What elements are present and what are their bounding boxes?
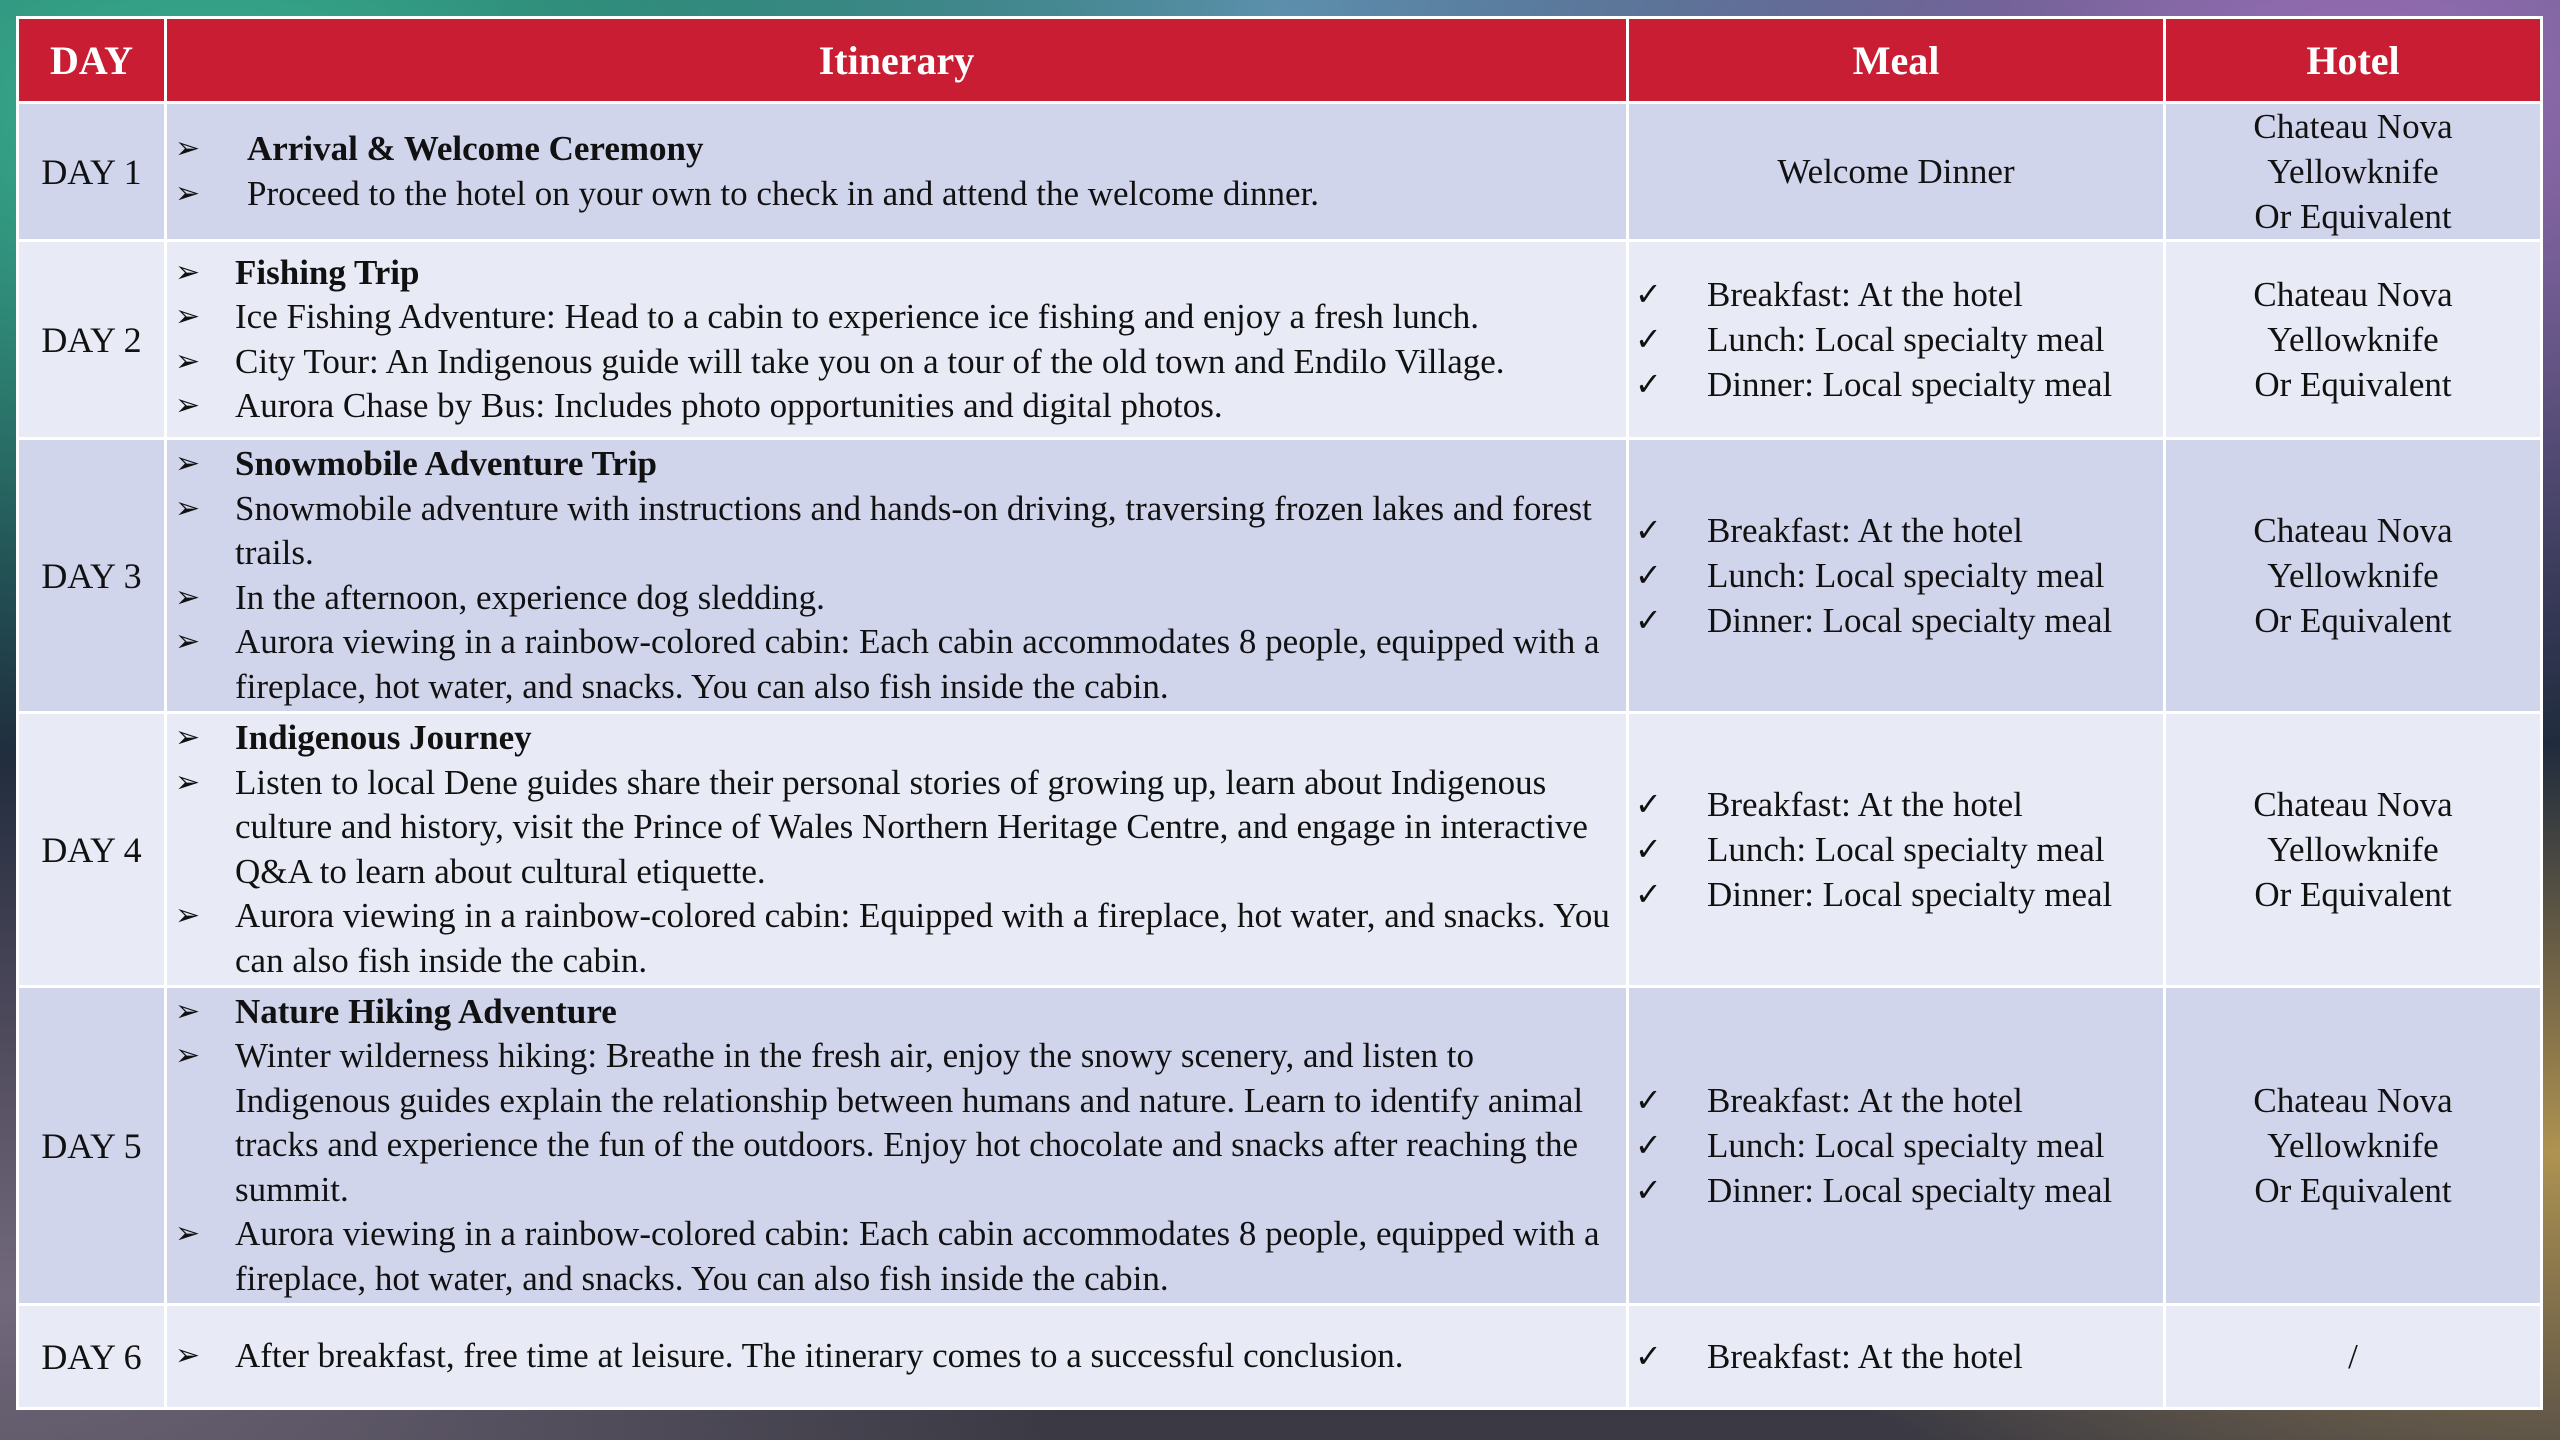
arrowhead-bullet-icon: ➢ — [175, 343, 201, 379]
meal-item: ✓ Lunch: Local specialty meal — [1635, 827, 2163, 872]
checkmark-icon: ✓ — [1635, 785, 1662, 823]
arrowhead-bullet-icon: ➢ — [175, 1338, 201, 1374]
checkmark-icon: ✓ — [1635, 556, 1662, 594]
hotel-cell: Chateau Nova Yellowknife Or Equivalent — [2165, 103, 2542, 241]
itinerary-cell — [166, 241, 1628, 439]
arrowhead-bullet-icon: ➢ — [175, 898, 201, 933]
list-item: ➢ Indigenous Journey — [175, 716, 1626, 761]
itinerary-cell — [166, 713, 1628, 987]
list-item: ➢ Snowmobile adventure with instructions and hands-on driving, traversing frozen lakes and forest trails. — [175, 488, 1592, 572]
list-item: ➢ Snowmobile Adventure Trip — [175, 442, 1626, 487]
day-label: DAY 6 — [18, 1305, 166, 1409]
meal-cell: Welcome Dinner — [1628, 103, 2165, 241]
header-hotel: Hotel — [2165, 18, 2542, 103]
checkmark-icon: ✓ — [1635, 1126, 1662, 1164]
hotel-cell: Chateau Nova Yellowknife Or Equivalent — [2165, 713, 2542, 987]
arrowhead-bullet-icon: ➢ — [175, 993, 201, 1029]
meal-item: ✓ Dinner: Local specialty meal — [1635, 598, 2163, 643]
arrowhead-bullet-icon: ➢ — [175, 1216, 201, 1252]
day-label: DAY 4 — [18, 713, 166, 987]
arrowhead-bullet-icon: ➢ — [175, 299, 201, 334]
checkmark-icon: ✓ — [1635, 275, 1662, 313]
meal-cell — [1628, 1305, 2165, 1409]
itinerary-cell — [166, 439, 1628, 713]
itinerary-cell — [166, 103, 1628, 241]
meal-item: ✓ Breakfast: At the hotel — [1635, 782, 2163, 827]
list-item: ➢ In the afternoon, experience dog sledding. — [175, 576, 1626, 621]
arrowhead-bullet-icon: ➢ — [175, 490, 201, 526]
checkmark-icon: ✓ — [1635, 830, 1662, 868]
day-label: DAY 1 — [18, 103, 166, 241]
checkmark-icon: ✓ — [1635, 1171, 1662, 1209]
list-item: ➢ Ice Fishing Adventure: Head to a cabin to experience ice fishing and enjoy a fresh lunch. — [175, 295, 1626, 340]
meal-cell — [1628, 241, 2165, 439]
header-meal: Meal — [1628, 18, 2165, 103]
table-row-day-6 — [18, 1305, 2542, 1409]
meal-item: ✓ Dinner: Local specialty meal — [1635, 872, 2163, 917]
checkmark-icon: ✓ — [1635, 1081, 1662, 1119]
itinerary-cell — [166, 1305, 1628, 1409]
day-label: DAY 5 — [18, 987, 166, 1305]
arrowhead-bullet-icon: ➢ — [175, 720, 201, 755]
table-row-day-5 — [18, 987, 2542, 1305]
header-day: DAY — [18, 18, 166, 103]
meal-item: ✓ Dinner: Local specialty meal — [1635, 362, 2163, 407]
meal-cell — [1628, 713, 2165, 987]
list-item: ➢ Aurora Chase by Bus: Includes photo opportunities and digital photos. — [175, 384, 1626, 429]
arrowhead-bullet-icon: ➢ — [175, 579, 201, 615]
meal-item: ✓ Breakfast: At the hotel — [1635, 508, 2163, 553]
arrowhead-bullet-icon: ➢ — [175, 254, 201, 290]
table-row-day-4 — [18, 713, 2542, 987]
arrowhead-bullet-icon: ➢ — [175, 388, 201, 423]
checkmark-icon: ✓ — [1635, 1337, 1662, 1375]
hotel-cell: Chateau Nova Yellowknife Or Equivalent — [2165, 241, 2542, 439]
checkmark-icon: ✓ — [1635, 511, 1662, 549]
arrowhead-bullet-icon: ➢ — [175, 175, 201, 211]
meal-item: ✓ Lunch: Local specialty meal — [1635, 553, 2163, 598]
day-label: DAY 2 — [18, 241, 166, 439]
hotel-cell: / — [2165, 1305, 2542, 1409]
arrowhead-bullet-icon: ➢ — [175, 764, 201, 800]
table-row-day-3 — [18, 439, 2542, 713]
meal-cell — [1628, 987, 2165, 1305]
checkmark-icon: ✓ — [1635, 875, 1662, 913]
list-item: ➢ Listen to local Dene guides share their personal stories of growing up, learn about Indigenous culture and history, visit the Prince of Wales Northern Heritage Centre, and engage in interactive Q&A to learn about cultural etiquette. — [175, 762, 1588, 891]
itinerary-table-container — [16, 16, 2540, 1406]
hotel-cell: Chateau Nova Yellowknife Or Equivalent — [2165, 987, 2542, 1305]
itinerary-table — [16, 16, 2543, 1410]
table-row-day-2 — [18, 241, 2542, 439]
list-item: ➢ Nature Hiking Adventure — [175, 990, 1626, 1035]
list-item: ➢ Aurora viewing in a rainbow-colored cabin: Equipped with a fireplace, hot water, and snacks. You can also fish inside the cabin. — [175, 896, 1610, 980]
list-item: ➢ After breakfast, free time at leisure. The itinerary comes to a successful conclusion. — [175, 1334, 1626, 1379]
meal-item: ✓ Breakfast: At the hotel — [1635, 1334, 2163, 1379]
arrowhead-bullet-icon: ➢ — [175, 446, 201, 481]
meal-cell — [1628, 439, 2165, 713]
list-item: ➢ City Tour: An Indigenous guide will take you on a tour of the old town and Endilo Village. — [175, 340, 1626, 385]
list-item: ➢ Proceed to the hotel on your own to check in and attend the welcome dinner. — [175, 172, 1626, 217]
list-item: ➢ Winter wilderness hiking: Breathe in the fresh air, enjoy the snowy scenery, and listen to Indigenous guides explain the relationship between humans and nature. Learn to identify animal tracks and experience the fun of the outdoors. Enjoy hot chocolate and snacks after reaching the summit. — [175, 1036, 1584, 1209]
itinerary-cell — [166, 987, 1628, 1305]
list-item: ➢ Arrival & Welcome Ceremony — [175, 127, 1626, 172]
table-header-row — [18, 18, 2542, 103]
meal-item: ✓ Dinner: Local specialty meal — [1635, 1168, 2163, 1213]
arrowhead-bullet-icon: ➢ — [175, 1038, 201, 1074]
checkmark-icon: ✓ — [1635, 320, 1662, 358]
arrowhead-bullet-icon: ➢ — [175, 624, 201, 659]
meal-item: ✓ Breakfast: At the hotel — [1635, 1078, 2163, 1123]
meal-item: ✓ Breakfast: At the hotel — [1635, 272, 2163, 317]
checkmark-icon: ✓ — [1635, 365, 1662, 403]
meal-item: ✓ Lunch: Local specialty meal — [1635, 317, 2163, 362]
list-item: ➢ Aurora viewing in a rainbow-colored cabin: Each cabin accommodates 8 people, equipped with a fireplace, hot water, and snacks. You can also fish inside the cabin. — [175, 1214, 1600, 1298]
list-item: ➢ Fishing Trip — [175, 251, 1626, 296]
hotel-cell: Chateau Nova Yellowknife Or Equivalent — [2165, 439, 2542, 713]
list-item: ➢ Aurora viewing in a rainbow-colored cabin: Each cabin accommodates 8 people, equipped with a fireplace, hot water, and snacks. You can also fish inside the cabin. — [175, 622, 1600, 706]
arrowhead-bullet-icon: ➢ — [175, 131, 201, 166]
meal-item: ✓ Lunch: Local specialty meal — [1635, 1123, 2163, 1168]
table-row-day-1 — [18, 103, 2542, 241]
checkmark-icon: ✓ — [1635, 601, 1662, 639]
header-itinerary: Itinerary — [166, 18, 1628, 103]
day-label: DAY 3 — [18, 439, 166, 713]
